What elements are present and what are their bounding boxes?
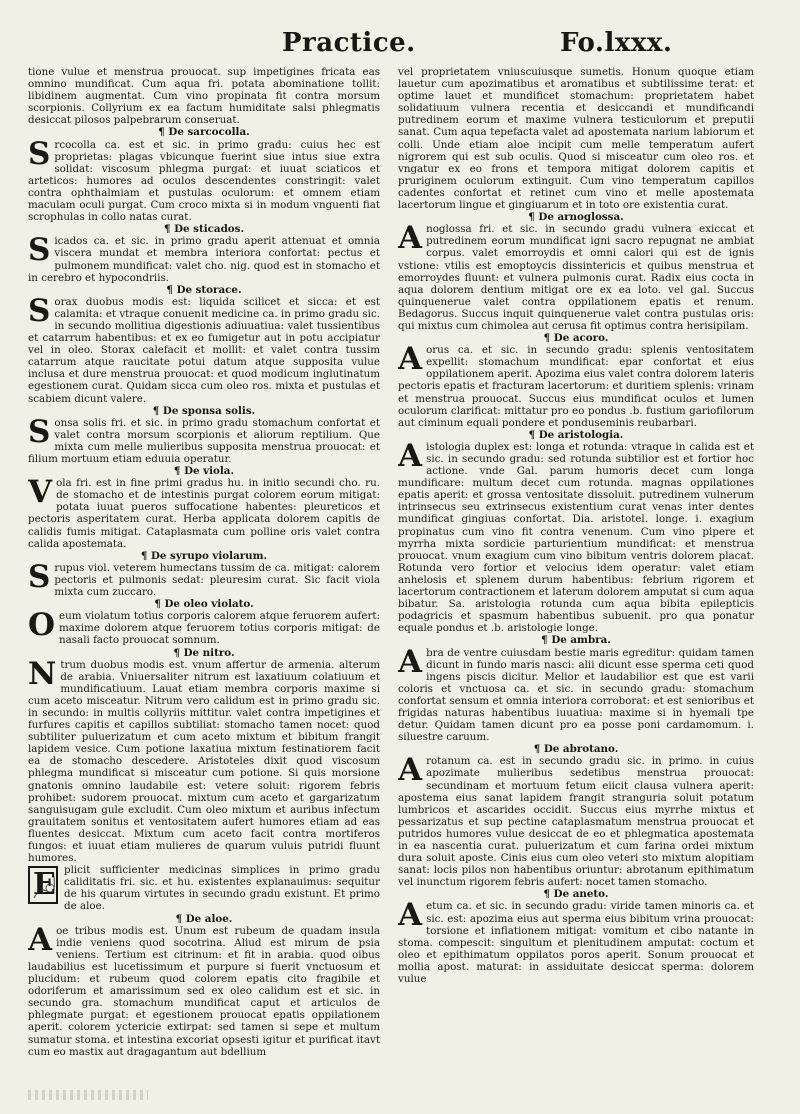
- section-heading: ¶ De oleo violato.: [28, 598, 380, 610]
- section-heading: ¶ De arnoglossa.: [398, 211, 754, 223]
- text-paragraph: Srupus viol. veterem humectans tussim de ca. mitigat: calorem pectoris et pulmonis sedat: pleuresim curat. Sic facit viola mixta cum zuccaro.: [28, 558, 380, 599]
- drop-initial: A: [398, 437, 423, 474]
- right-column: [398, 66, 754, 1096]
- section-heading: ¶ De nitro.: [28, 647, 380, 659]
- text-paragraph: Sonsa solis fri. et sic. in primo gradu stomachum confortat et valet contra morsum scorpionis et aliorum reptilium. Que mixta cum melle mulieribus supposita menstrua prouocat: et filium mortuum etiam eduuia operatur.: [28, 413, 380, 465]
- text-paragraph: vel proprietatem vniuscuiusque sumetis. Honum quoque etiam lauetur cum apozimatibus et aromatibus et subtilissime terat: et optime lauet et mundificet stomachum: proprietatem habet solidatiuum vulnera recentia et desiccandi et mundificandi putredinem eorum et maxime vulnera testiculorum et preputii sanat. Cum aqua tepefacta valet ad apostemata narium labiorum et colli. Unde etiam aloe incipit cum melle temperatum aufert nigrorem qui est sub oculis. Quod si misceatur cum oleo ros. et vngatur ex eo frons et tempora mitigat dolorem capitis et pruriginem oculorum extinguit. Cum vino temperatum capillos cadentes confortat et retinet cum vino et melle apostemata lacertorum lingue et gingiuarum et in toto ore existentia curat.: [398, 66, 754, 212]
- text-paragraph: Aoe tribus modis est. Unum est rubeum de quadam insula indie veniens quod socotrina. Aliud est mirum de psia veniens. Tertium est citrinum: et fit in arabia. quod oibus laudabilius est lucetissimum et purpure si fuerit vnctuosum et plucidum: et rubeum quod colorem epatis cito fragibile et odoriferum et amarissimum sed ex oleo calidum est et sic. in secundo gra. stomachum mundificat caput et articulos de phlegmate purgat: et egestionem prouocat epatis oppilationem aperit. colorem yctericie extirpat: sed tamen si sepe et multum sumatur stoma. et intestina excoriat opsesti igitur et purificat itavt cum eo mastix aut dragagantum aut bdellium: [28, 921, 380, 1058]
- section-heading: ¶ De syrupo violarum.: [28, 550, 380, 562]
- text-paragraph: Ntrum duobus modis est. vnum affertur de armenia. alterum de arabia. Vniuersaliter nitrum est laxatiuum colatiuum et mundificatiuum. Lauat etiam membra corporis maxime si cum aceto misceatur. Nitrum vero calidum est in primo gradu sic. in secundo: in multis collyriis mittitur. valet contra impetigines et furfures capitis et capillos subtiliat: stomacho tamen nocet: quod subtiliter puluerizatum et cum aceto mixtum et bibitum frangit lapidem vesice. Cum potione laxatiua mixtum festinatiorem facit ea de stomacho descedere. Aristoteles dixit quod viscosum phlegma mundificat si misceatur cum potione. Si quis morsione gnatonis omnino laudabile est: vetere soluit: rigorem febris prohibet: sudorem prouocat. mixtum cum aceto et gargarizatum sanguisugam gule excludit. Cum oleo mixtum et auribus infectum grauitatem sonitus et ventositatem aufert humores etiam ad eas fluentes desiccat. Mixtum cum aceto facit contra mortiferos fungos: et iuuat etiam mulieres de quarum vuluis putridi fluunt humores.: [28, 655, 380, 865]
- drop-initial: A: [28, 921, 53, 958]
- text-paragraph: Srcocolla ca. est et sic. in primo gradu: cuius hec est proprietas: plagas vbicunque fuerint siue intus siue extra solidat: viscosum phlegma purgat: et iuuat sciaticos et arteticos: humores ad oculos descendentes constringit: valet contra ophthalmiam et pustulas oculorum: et omnem etiam maculam oculi purgat. Cum croco mixta si in modum vnguenti fiat scrophulas in collo natas curat.: [28, 135, 380, 224]
- drop-initial: S: [28, 558, 51, 595]
- text-paragraph: Aetum ca. et sic. in secundo gradu: viride tamen minoris ca. et sic. est: apozima eius aut sperma eius bibitum vrina prouocat: torsione et inflationem mitigat: vomitum et cibo natante in stoma. compescit: singultum et plenitudinem amputat: coctum et oleo et epithimatum oppilatos poros aperit. Sonum prouocat et mollia apost. maturat: in assiduitate desiccat sperma: dolorem vulue: [398, 897, 754, 986]
- text-paragraph: Abra de ventre cuiusdam bestie maris egreditur: quidam tamen dicunt in fundo maris nasci: alii dicunt esse sperma ceti quod ingens piscis dicitur. Melior et laudabilior est que est varii coloris et vnctuosa ca. et sic. in secundo gradu: stomachum confortat sensum et omnia interiora corroborat: et est senioribus et frigidas naturas habentibus iuuatiua: maxime si in hyemali tpe detur. Quidam tamen dicunt pro ea posse poni cardamomum. i. siluestre caruum.: [398, 643, 754, 744]
- drop-initial: A: [398, 643, 423, 680]
- text-paragraph: tione vulue et menstrua prouocat. sup impetigines fricata eas omnino mundificat. Cum aqua fri. potata abominatione tollit: libidinem augmentat. Cum vino propinata fit contra morsum scorpionis. Collyrium ex ea factum humiditate salsi phlegmatis desiccat pilosos palpebrarum conseruat.: [28, 66, 380, 127]
- text-paragraph: Sorax duobus modis est: liquida scilicet et sicca: et est calamita: et vtraque conuenit medicine ca. in primo gradu sic. in secundo mollitiua digestionis adiuuatiua: valet tussientibus et catarrum habentibus: et ex eo fumigetur aut in potu accipiatur vel in oleo. Storax calefacit et mollit: et valet contra tussim catarrum atque raucitate potui datum atque supposita vulue inclusa et dure menstrua prouocat: et quod modicum inglutinatum egestionem curat. Quidam sicca cum oleo ros. mixta et pustulas et scabiem dicunt valere.: [28, 292, 380, 405]
- drop-initial: A: [398, 897, 423, 934]
- drop-initial: A: [398, 220, 423, 257]
- ink-smudge: [28, 1090, 148, 1100]
- drop-initial: V: [28, 474, 53, 511]
- left-column: [28, 66, 380, 1096]
- text-paragraph: Arotanum ca. est in secundo gradu sic. in primo. in cuius apozimate mulieribus sedetibus menstrua prouocat: secundinam et mortuum fetum eiicit clausa vulnera aperit: apostema eius sanat lapidem frangit stranguria soluit potatum lumbricos et ascarides occidit. Succus eius myrrhe mixtus et pessarizatus et sup pectine cataplasmatum menstrua prouocat et putridos humores vulue desiccat de eo et phlegmatica apostemata in ea nascentia curat. puluerizatum et cum farina ordei mixtum dura soluit aposte. Cinis eius cum oleo veteri sto mixtum alopitiam sanat: locis pilos non habentibus oriuntur: abrotanum epithimatum vel inunctum rigorem febris aufert: nocet tamen stomacho.: [398, 752, 754, 889]
- folio-number: Fo.lxxx.: [560, 28, 673, 58]
- text-paragraph: Sicados ca. et sic. in primo gradu aperit attenuat et omnia viscera mundat et membra interiora confortat: pectus et pulmonem mundificat: valet cho. nig. quod est in stomacho et in cerebro et hypocondriis.: [28, 232, 380, 284]
- section-heading: ¶ De abrotano.: [398, 743, 754, 755]
- drop-initial: S: [28, 232, 51, 269]
- text-paragraph: Vola fri. est in fine primi gradus hu. in initio secundi cho. ru. de stomacho et de intestinis purgat colorem eorum mitigat: potata iuuat pueros suffocatione habentes: pleureticos et pectoris asperitatem curat. Herba applicata dolorem capitis de calidis fumis mitigat. Cataplasmata cum polline oris valet contra calida apostemata.: [28, 474, 380, 550]
- text-paragraph: Anoglossa fri. et sic. in secundo gradu vulnera exiccat et putredinem eorum mundificat igni sacro repugnat ne ambiat corpus. valet emorroydis et omni calori qui est de ignis vstione: vtilis est emoptoycis dissintericis et quibus menstrua et emorroydes fluunt: et vulnera pulmonis curat. Radix eius cocta in aqua dolorem dentium mitigat ore ex ea loto. vel gal. Succus quinquenerue valet contra oppilationem epatis et renum. Bedagorus. Succus inquit quinquenerue valet contra pustulas oris: qui mixtus cum chimolea aut cerusa fit optimus contra herisipilam.: [398, 220, 754, 332]
- section-heading: ¶ De aloe.: [28, 913, 380, 925]
- drop-initial: S: [28, 292, 51, 329]
- section-heading: ¶ De aristologia.: [398, 429, 754, 441]
- running-head: [0, 28, 800, 68]
- section-heading: ¶ De sarcocolla.: [28, 126, 380, 138]
- ornamental-initial: E: [28, 866, 58, 904]
- drop-initial: O: [28, 607, 56, 644]
- text-paragraph: E plicit sufficienter medicinas simplices in primo gradu caliditatis fri. sic. et hu. existentes explanauimus: sequitur de his quarum virtutes in secundo gradu existunt. Et primo de aloe.: [28, 864, 380, 912]
- section-heading: ¶ De sponsa solis.: [28, 405, 380, 417]
- text-paragraph: Aistologia duplex est: longa et rotunda: vtraque in calida est et sic. in secundo gradu: sed rotunda subtilior est et fortior hoc actione. vnde Gal. parum humoris decet cum longa mundificare: multum decet cum rotunda. magnas oppilationes epatis aperit: et grossa ventositate dissoluit. putredinem vulnerum intrinsecus seu extrinsecus existentium curat venas inter dentes mundificat gingiuas confortat. Dia. aristotel. longe. i. exagium propinatus cum vino fit contra venenum. Cum vino pipere et myrrha mixta sordicie parturientium mundificat: et menstrua prouocat. vnum exagium cum vino bibitum ventris dolorem placat. Rotunda vero fortior et velocius idem operatur: valet etiam anhelosis et splenem durum habentibus: febrium rigorem et lacertorum contractionem et laterum dolorem amputat si cum aqua bibatur. Sa. aristologia rotunda cum aqua bibita epilepticis podagricis et spasmum habentibus subuenit. pro qua ponatur equale pondus et .b. aristologie longe.: [398, 437, 754, 635]
- drop-initial: A: [398, 752, 423, 789]
- drop-initial: S: [28, 413, 51, 450]
- drop-initial: S: [28, 135, 51, 172]
- section-heading: ¶ De sticados.: [28, 223, 380, 235]
- text-paragraph: Oeum violatum totius corporis calorem atque feruorem aufert: maxime dolorem atque feruorem totius corporis mitigat: de nasali facto prouocat somnum.: [28, 607, 380, 647]
- section-heading: ¶ De aneto.: [398, 888, 754, 900]
- section-heading: ¶ De ambra.: [398, 634, 754, 646]
- section-heading: ¶ De acoro.: [398, 332, 754, 344]
- section-heading: ¶ De viola.: [28, 465, 380, 477]
- running-title: Practice.: [282, 28, 416, 58]
- drop-initial: A: [398, 341, 423, 378]
- section-heading: ¶ De storace.: [28, 284, 380, 296]
- text-paragraph: Aorus ca. et sic. in secundo gradu: splenis ventositatem expellit: stomachum mundificat: epar confortat et eius oppilationem aperit. Apozima eius valet contra dolorem lateris pectoris epatis et fracturam lacertorum: et duritiem splenis: vrinam et menstrua prouocat. Succus eius mundificat oculos et lumen oculorum clarificat: mittatur pro eo pondus .b. fustium gariofilorum aut ciminum equali pondere et ponduseminis reubarbari.: [398, 341, 754, 429]
- drop-initial: N: [28, 655, 57, 692]
